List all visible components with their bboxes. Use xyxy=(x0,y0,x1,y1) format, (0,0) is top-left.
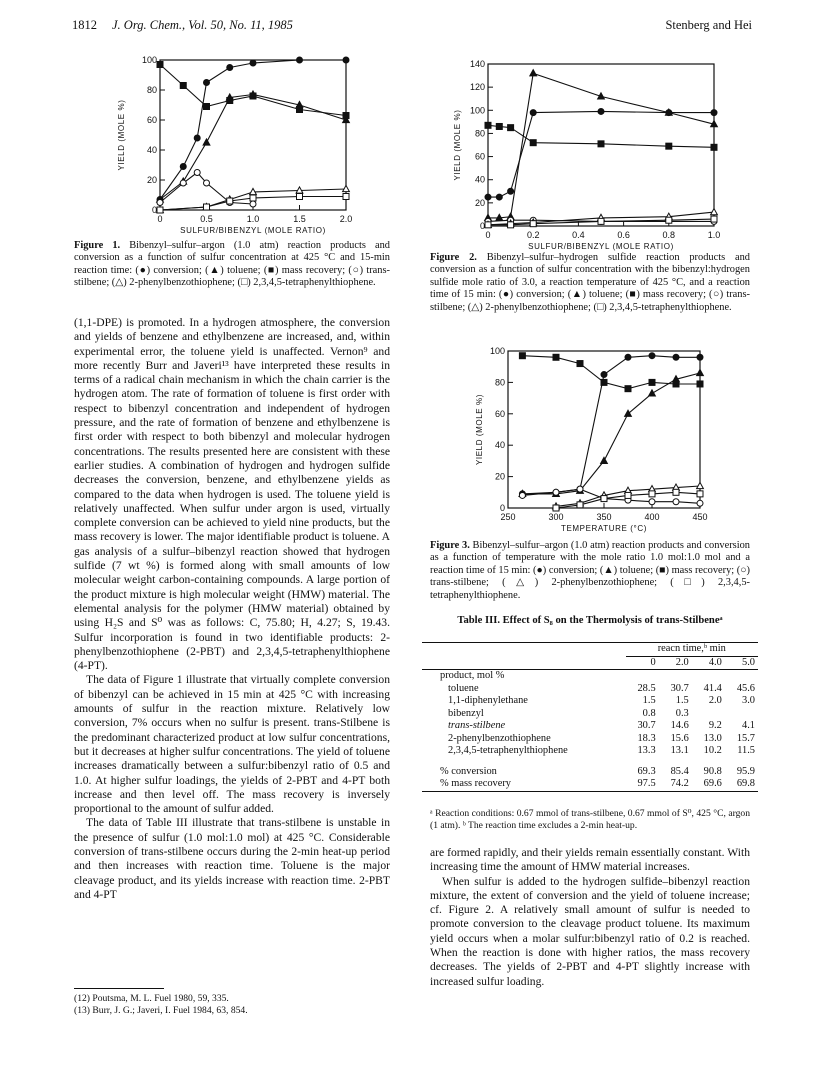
data-point xyxy=(530,70,537,76)
data-point xyxy=(157,62,163,68)
data-point xyxy=(601,496,607,502)
data-point xyxy=(598,141,604,147)
figure-2 xyxy=(448,56,732,251)
data-point xyxy=(496,123,502,129)
table-row-label: 2-phenylbenzothiophene xyxy=(448,732,551,744)
data-point xyxy=(204,204,210,210)
table-cell xyxy=(725,708,758,721)
table-cell: 30.7 xyxy=(637,720,656,731)
data-point xyxy=(625,492,631,498)
series-line xyxy=(522,373,700,494)
table-cell: 95.9 xyxy=(736,765,755,777)
y-tick-label: 0 xyxy=(479,221,485,231)
data-point xyxy=(666,217,672,223)
table-cell: 13.3 xyxy=(637,745,656,756)
figure-3-chart xyxy=(470,343,720,538)
data-point xyxy=(666,143,672,149)
x-axis-label: SULFUR/BIBENZYL (MOLE RATIO) xyxy=(528,242,674,251)
series-line xyxy=(160,60,346,200)
data-point xyxy=(180,180,186,186)
data-point xyxy=(203,139,210,145)
table-cell: 41.4 xyxy=(703,682,722,694)
data-point xyxy=(250,93,256,99)
series-line xyxy=(488,111,714,197)
y-tick-label: 20 xyxy=(494,471,505,482)
table-row-label: trans-stilbene xyxy=(448,720,506,731)
table-cell: 69.6 xyxy=(703,778,722,789)
figure-2-caption xyxy=(430,252,750,314)
x-tick-label: 350 xyxy=(596,512,612,522)
table-row xyxy=(422,720,758,733)
data-point xyxy=(508,222,514,228)
data-point xyxy=(343,194,349,200)
paragraph: When sulfur is added to the hydrogen sulfide–bibenzyl reaction mixture, the extent of conversion and the yield of toluene increase; cf. Figure 2. A relatively small amount of sulfur is needed to promote conversion to the cleavage product toluene. Its maximum yield occurs when a molar sulfur:bibenzyl ratio of 0.2 is reached. When the reaction is done with higher ratios, the mass recovery decreases. The yields of 2-PBT and 4-PT slightly increase with increased sulfur loading. xyxy=(430,874,750,988)
data-point xyxy=(508,188,514,194)
data-point xyxy=(508,125,514,131)
table-cell: 85.4 xyxy=(670,765,689,777)
table-row xyxy=(422,683,758,696)
data-point xyxy=(180,164,186,170)
x-tick-label: 0 xyxy=(485,230,491,240)
footnote-rule xyxy=(74,988,164,989)
footnote: (12) Poutsma, M. L. Fuel 1980, 59, 335. xyxy=(74,993,229,1004)
data-point xyxy=(673,354,679,360)
y-tick-label: 80 xyxy=(494,377,505,388)
y-tick-label: 40 xyxy=(146,145,157,155)
data-point xyxy=(157,207,163,213)
figure-3-caption xyxy=(430,540,750,602)
table-cell: 69.8 xyxy=(736,778,755,789)
data-point xyxy=(697,500,703,506)
x-axis-label: SULFUR/BIBENZYL (MOLE RATIO) xyxy=(180,226,326,235)
data-point xyxy=(496,194,502,200)
table-cell: 74.2 xyxy=(670,778,689,789)
y-axis-label: YIELD (MOLE %) xyxy=(453,109,462,181)
figure-2-caption-text: Bibenzyl–sulfur–hydrogen sulfide reaction products and conversion as a function of sulfur concentration with the bibenzyl:hydrogen sulfide mole ratio of 3.0, a reaction temperature of 425 °C, and a reaction time of 15 min: (●) conversion; (▲) toluene; (■) mass recovery; (○) trans-stilbene; (△) 2-phenylbenzothiophene; (□) 2,3,4,5-tetraphenylthiophene. xyxy=(430,252,750,313)
data-point xyxy=(553,354,559,360)
data-point xyxy=(711,110,717,116)
data-point xyxy=(553,505,559,511)
x-tick-label: 1.0 xyxy=(246,214,260,224)
x-tick-label: 400 xyxy=(644,512,660,522)
table-cell: 14.6 xyxy=(670,720,689,731)
data-point xyxy=(673,499,679,505)
y-tick-label: 100 xyxy=(489,346,505,356)
table-cell: 0.3 xyxy=(675,707,689,719)
table-cell: 1.5 xyxy=(642,695,656,706)
figure-2-chart xyxy=(448,56,732,251)
data-point xyxy=(601,379,607,385)
data-point xyxy=(485,194,491,200)
y-tick-label: 0 xyxy=(151,205,157,215)
series-line xyxy=(160,95,346,200)
x-tick-label: 250 xyxy=(500,512,516,522)
data-point xyxy=(625,354,631,360)
y-tick-label: 60 xyxy=(146,115,157,125)
paragraph: are formed rapidly, and their yields remain essentially constant. With increasing time the amount of HMW material increases. xyxy=(430,846,750,874)
data-point xyxy=(649,353,655,359)
table-cell: 2.0 xyxy=(708,695,722,706)
data-point xyxy=(194,170,200,176)
table-row-label: 2,3,4,5-tetraphenylthiophene xyxy=(448,745,568,756)
table-row-label: toluene xyxy=(448,682,479,694)
table-row xyxy=(422,745,758,758)
paragraph: The data of Figure 1 illustrate that virtually complete conversion of bibenzyl can be achieved in 15 min at 425 °C with increasing amounts of sulfur in the reaction mixture. Relatively low conversion, 7% occurs when no sulfur is present. trans-Stilbene is the predominant characterized product at low sulfur concentrations, but it decreases at higher sulfur concentrations. The yield of toluene increases dramatically between a sulfur:bibenzyl ratio of 0.5 and 1.0. At higher sulfur loadings, the yields of 2-PBT and 4-PT both increase and then level off. The mass recovery is inversely proportional to the amount of sulfur added. xyxy=(74,673,390,816)
figure-1 xyxy=(112,52,360,237)
y-tick-label: 0 xyxy=(499,503,505,513)
paragraph: The data of Table III illustrate that trans-stilbene is unstable in the presence of sulfur (1.0 mol:1.0 mol) at 425 °C. Considerable conversion of trans-stilbene occurs during the 2-min heat-up period and then increases with reaction time. Toluene is the major cleavage product, and its yields increase with reaction time. 2-PBT and 4-PT xyxy=(74,816,390,901)
table-cell: 9.2 xyxy=(708,720,722,731)
data-point xyxy=(343,57,349,63)
data-point xyxy=(250,195,256,201)
table-cell: 18.3 xyxy=(637,732,656,744)
data-point xyxy=(204,104,210,110)
running-authors: Stenberg and Hei xyxy=(665,18,752,32)
table-row xyxy=(422,708,758,721)
table-cell xyxy=(692,708,725,721)
data-point xyxy=(204,180,210,186)
x-axis-label: TEMPERATURE (°C) xyxy=(561,524,647,533)
table-col-header: 5.0 xyxy=(742,656,755,668)
figure-1-caption-text: Bibenzyl–sulfur–argon (1.0 atm) reaction products and conversion as a function of sulfur concentration at 425 °C and 15-min reaction time: (●) conversion; (▲) toluene; (■) mass recovery; (○) trans-stilbene; (△) 2-phenylbenzothiophene; (□) 2,3,4,5-tetraphenylthiophene. xyxy=(74,240,390,289)
y-tick-label: 80 xyxy=(146,85,157,95)
figure-1-caption-label: Figure 1. xyxy=(74,240,121,251)
table-title: Table III. Effect of S₈ on the Thermolysis of trans-Stilbeneᵃ xyxy=(457,615,723,626)
footnotes xyxy=(74,993,390,1017)
data-point xyxy=(601,457,608,463)
table-cell: 97.5 xyxy=(637,778,656,789)
data-point xyxy=(711,144,717,150)
data-point xyxy=(697,381,703,387)
y-tick-label: 40 xyxy=(494,440,505,451)
table-cell: 0.8 xyxy=(642,707,656,719)
data-point xyxy=(180,83,186,89)
data-point xyxy=(530,140,536,146)
data-point xyxy=(697,369,704,375)
x-tick-label: 1.0 xyxy=(707,230,721,240)
data-point xyxy=(519,492,525,498)
data-point xyxy=(649,390,656,396)
data-point xyxy=(577,361,583,367)
data-point xyxy=(577,502,583,508)
data-point xyxy=(297,57,303,63)
table-cell: 1.5 xyxy=(675,695,689,706)
table-iii xyxy=(422,642,758,792)
x-tick-label: 300 xyxy=(548,512,564,522)
x-tick-label: 0.2 xyxy=(526,230,540,240)
data-point xyxy=(157,200,163,206)
page-number: 1812 xyxy=(72,18,97,32)
data-point xyxy=(598,218,604,224)
table-cell: 4.1 xyxy=(742,720,755,731)
data-point xyxy=(711,216,717,222)
data-point xyxy=(297,194,303,200)
x-tick-label: 450 xyxy=(692,512,708,522)
table-cell: 69.3 xyxy=(637,765,656,777)
data-point xyxy=(649,379,655,385)
y-tick-label: 100 xyxy=(469,105,485,116)
paragraph: (1,1-DPE) is promoted. In a hydrogen atmosphere, the conversion and yields of benzene and ethylbenzene are increased, and, within experimental error, the toluene yield is unaffected. Vernon⁹ and more recently Burr and Javeri¹³ have interpreted these results in terms of a radical chain mechanism in which the chain carrier is the hydrogen atom. The rate of formation of toluene is first order with respect to bibenzyl concentration and independent of hydrogen pressure, and the rate of formation of benzene and ethylbenzene is first order with respect to both bibenzyl and molecular hydrogen concentrations. The results presented here are consistent with these earlier studies. A combination of hydrogen and hydrogen sulfide decreases the conversion, benzene, and ethylbenzene yields as compared to the data when hydrogen is used. The toluene yield is relatively unaffected. When sulfur under argon is used, virtually complete conversion can be achieved to yield nine products, but the mass recovery is lower. The major identifiable product is toluene. A gas analysis of a sulfur–bibenzyl reaction showed that hydrogen sulfide (7 wt %) is formed along with small amounts of low molecular weight carbon-containing compounds. A large portion of the product mixture is high molecular weight (HMW) material. The elemental analysis for the polymer (HMW material) obtained by using H₂S and S⁰ was as follows: C, 75.80; H, 4.27; S, 19.43. Sulfur incorporation is found in two identifiable products: 2-phenylbenzothiophene (2-PBT) and 2,3,4,5-tetraphenylthiophene (4-PT). xyxy=(74,316,390,673)
data-point xyxy=(530,110,536,116)
table-row xyxy=(422,778,758,791)
data-point xyxy=(697,491,703,497)
data-point xyxy=(697,354,703,360)
x-tick-label: 0.8 xyxy=(662,230,676,240)
y-tick-label: 60 xyxy=(494,408,505,419)
journal-citation: J. Org. Chem., Vol. 50, No. 11, 1985 xyxy=(112,18,293,32)
data-point xyxy=(485,222,491,228)
y-tick-label: 140 xyxy=(469,59,485,69)
x-tick-label: 1.5 xyxy=(293,214,306,224)
x-tick-label: 0.5 xyxy=(200,214,213,224)
data-point xyxy=(194,135,200,141)
table-cell: 10.2 xyxy=(703,745,722,756)
table-col-header: 4.0 xyxy=(708,656,722,668)
table-cell: 13.1 xyxy=(670,745,689,756)
data-point xyxy=(649,491,655,497)
y-axis-label: YIELD (MOLE %) xyxy=(475,393,484,466)
table-col-header: 2.0 xyxy=(675,656,689,668)
figure-2-caption-label: Figure 2. xyxy=(430,252,477,263)
data-point xyxy=(673,489,679,495)
table-row xyxy=(422,695,758,708)
data-point xyxy=(649,499,655,505)
data-point xyxy=(204,80,210,86)
y-tick-label: 120 xyxy=(469,82,485,93)
table-cell: 13.0 xyxy=(703,732,722,744)
series-line xyxy=(522,356,700,494)
figure-3-caption-label: Figure 3. xyxy=(430,540,470,551)
y-tick-label: 100 xyxy=(141,55,157,65)
y-axis-label: YIELD (MOLE %) xyxy=(117,99,126,171)
y-tick-label: 40 xyxy=(474,174,485,185)
table-group-label: product, mol % xyxy=(440,670,505,681)
data-point xyxy=(343,185,350,191)
data-point xyxy=(625,386,631,392)
data-point xyxy=(227,98,233,104)
table-cell: 3.0 xyxy=(742,695,755,706)
table-cell: 28.5 xyxy=(637,682,656,694)
table-row-label: bibenzyl xyxy=(448,707,484,719)
table-cell: 11.5 xyxy=(737,745,755,756)
x-tick-label: 0.6 xyxy=(617,230,630,240)
data-point xyxy=(227,198,233,204)
figure-3 xyxy=(470,343,720,538)
left-column-text xyxy=(74,316,390,902)
data-point xyxy=(598,108,604,114)
data-point xyxy=(673,381,679,387)
table-cell: 45.6 xyxy=(736,682,755,694)
table-row xyxy=(422,766,758,779)
data-point xyxy=(250,60,256,66)
table-row-label: % mass recovery xyxy=(440,778,511,789)
data-point xyxy=(601,372,607,378)
x-tick-label: 2.0 xyxy=(339,214,353,224)
table-footnote: ᵃ Reaction conditions: 0.67 mmol of trans-stilbene, 0.67 mmol of S⁰, 425 °C, argon (1 atm). ᵇ The reaction time excludes a 2-min heat-up. xyxy=(430,808,750,831)
data-point xyxy=(343,113,349,119)
data-point xyxy=(577,486,583,492)
table-cell: 15.7 xyxy=(736,732,755,744)
data-point xyxy=(485,122,491,128)
table-row xyxy=(422,733,758,746)
y-tick-label: 20 xyxy=(146,175,157,185)
figure-3-caption-text: Bibenzyl–sulfur–argon (1.0 atm) reaction products and conversion as a function of temperature with the mole ratio 1.0 mol:1.0 mol and a reaction time of 15 min: (●) conversion; (▲) toluene; (■) mass recovery; (○) trans-stilbene; (△) 2-phenylbenzothiophene; (□) 2,3,4,5-tetraphenylthiophene. xyxy=(430,540,750,601)
data-point xyxy=(297,107,303,113)
right-column-text xyxy=(430,846,750,989)
table-col-group: reacn time,ᵇ min xyxy=(626,643,758,657)
data-point xyxy=(530,221,536,227)
y-tick-label: 80 xyxy=(474,128,485,139)
table-col-header: 0 xyxy=(650,656,656,668)
y-tick-label: 60 xyxy=(474,151,485,162)
figure-1-caption xyxy=(74,240,390,290)
table-cell: 15.6 xyxy=(670,732,689,744)
data-point xyxy=(227,65,233,71)
data-point xyxy=(553,489,559,495)
data-point xyxy=(697,482,704,488)
figure-1-chart xyxy=(112,52,360,237)
table-cell: 90.8 xyxy=(703,765,722,777)
table-row-label: 1,1-diphenylethane xyxy=(448,695,528,706)
footnote: (13) Burr, J. G.; Javeri, I. Fuel 1984, 63, 854. xyxy=(74,1004,248,1016)
y-tick-label: 20 xyxy=(474,197,485,208)
x-tick-label: 0 xyxy=(157,214,163,224)
data-point xyxy=(250,201,256,207)
x-tick-label: 0.4 xyxy=(572,230,585,240)
table-row-label: % conversion xyxy=(440,765,497,777)
table-cell: 30.7 xyxy=(670,682,689,694)
data-point xyxy=(519,353,525,359)
data-point xyxy=(711,209,718,215)
